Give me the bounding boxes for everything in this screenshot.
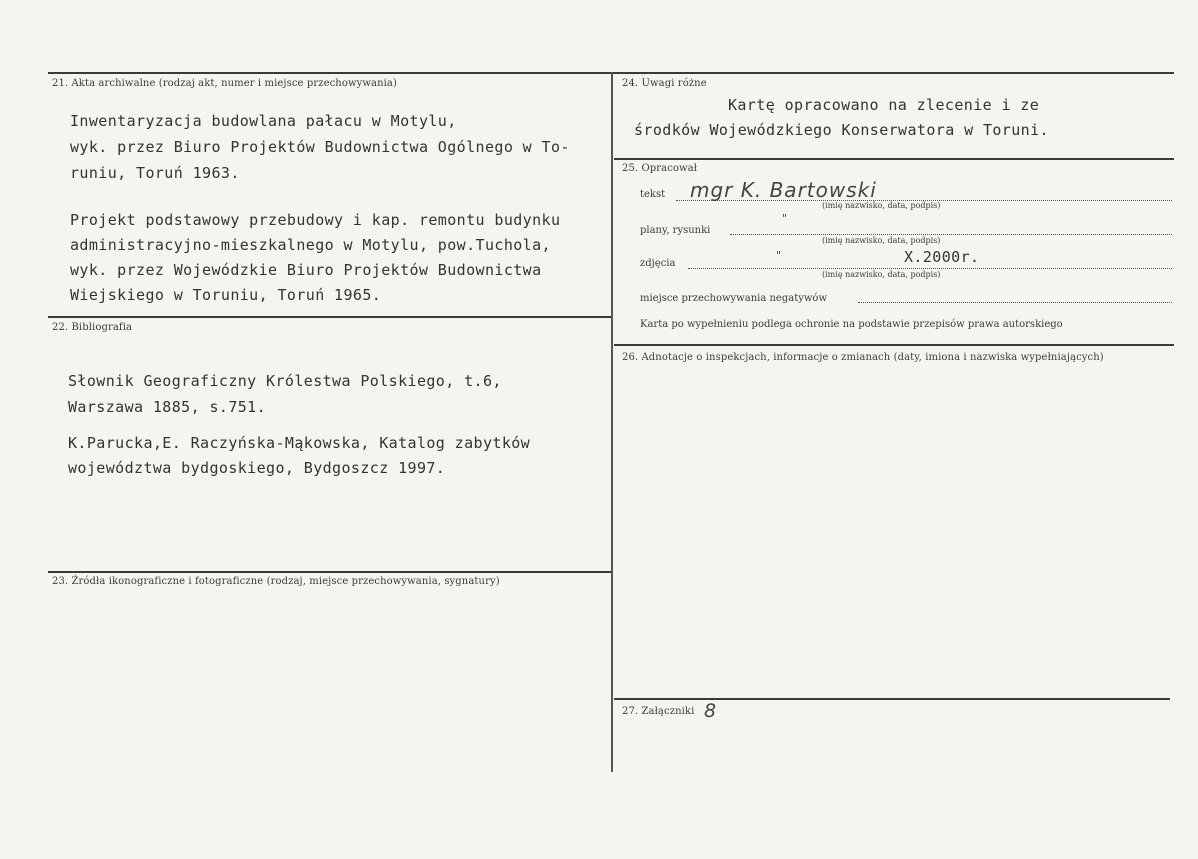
section-22-line: województwa bydgoskiego, Bydgoszcz 1997.: [68, 459, 446, 477]
column-divider: [611, 72, 613, 772]
rule-22-23: [48, 571, 611, 573]
negatywy-dotted-line: [858, 302, 1172, 303]
section-23-label: 23. Źródła ikonograficzne i fotograficzne (rodzaj, miejsce przechowywania, sygnatury): [52, 576, 500, 587]
section-24-line: środków Wojewódzkiego Konserwatora w Toruni.: [634, 121, 1049, 139]
section-21-label: 21. Akta archiwalne (rodzaj akt, numer i miejsce przechowywania): [52, 78, 397, 89]
section-22-line: K.Parucka,E. Raczyńska-Mąkowska, Katalog zabytków: [68, 434, 531, 452]
section-22-line: Warszawa 1885, s.751.: [68, 398, 267, 416]
zdjecia-ditto: ": [776, 249, 782, 262]
section-24-label: 24. Uwagi różne: [622, 78, 707, 89]
plany-hint: (imię nazwisko, data, podpis): [822, 236, 941, 245]
zdjecia-date: X.2000r.: [904, 248, 980, 266]
section-21-line: Wiejskiego w Toruniu, Toruń 1965.: [70, 286, 382, 304]
section-21-line: Inwentaryzacja budowlana pałacu w Motylu,: [70, 112, 457, 130]
rule-21-22: [48, 316, 611, 318]
section-26-label: 26. Adnotacje o inspekcjach, informacje o zmianach (daty, imiona i nazwiska wypełniających): [622, 352, 1104, 363]
section-21-line: Projekt podstawowy przebudowy i kap. remontu budynku: [70, 211, 561, 229]
section-25-label: 25. Opracował: [622, 163, 698, 174]
plany-ditto: ": [782, 212, 788, 225]
section-21-line: wyk. przez Wojewódzkie Biuro Projektów Budownictwa: [70, 261, 542, 279]
section-22-line: Słownik Geograficzny Królestwa Polskiego, t.6,: [68, 372, 502, 390]
rule-24-25: [614, 158, 1174, 160]
section-27-label: 27. Załączniki: [622, 706, 695, 717]
rule-25-26: [614, 344, 1174, 346]
tekst-label: tekst: [640, 189, 666, 200]
zdjecia-hint: (imię nazwisko, data, podpis): [822, 270, 941, 279]
negatywy-label: miejsce przechowywania negatywów: [640, 293, 827, 304]
section-21-line: runiu, Toruń 1963.: [70, 164, 240, 182]
section-21-line: administracyjno-mieszkalnego w Motylu, pow.Tuchola,: [70, 236, 551, 254]
copyright-notice: Karta po wypełnieniu podlega ochronie na podstawie przepisów prawa autorskiego: [640, 319, 1063, 330]
plany-label: plany, rysunki: [640, 225, 711, 236]
section-22-label: 22. Bibliografia: [52, 322, 133, 333]
zdjecia-label: zdjęcia: [640, 258, 676, 269]
plany-dotted-line: [730, 234, 1172, 235]
section-21-line: wyk. przez Biuro Projektów Budownictwa Ogólnego w To-: [70, 138, 570, 156]
tekst-hint: (imię nazwisko, data, podpis): [822, 201, 941, 210]
section-24-line: Kartę opracowano na zlecenie i ze: [728, 96, 1040, 114]
tekst-signature: mgr K. Bartowski: [690, 178, 877, 202]
attachments-count: 8: [704, 700, 717, 722]
rule-26-27: [614, 698, 1170, 700]
